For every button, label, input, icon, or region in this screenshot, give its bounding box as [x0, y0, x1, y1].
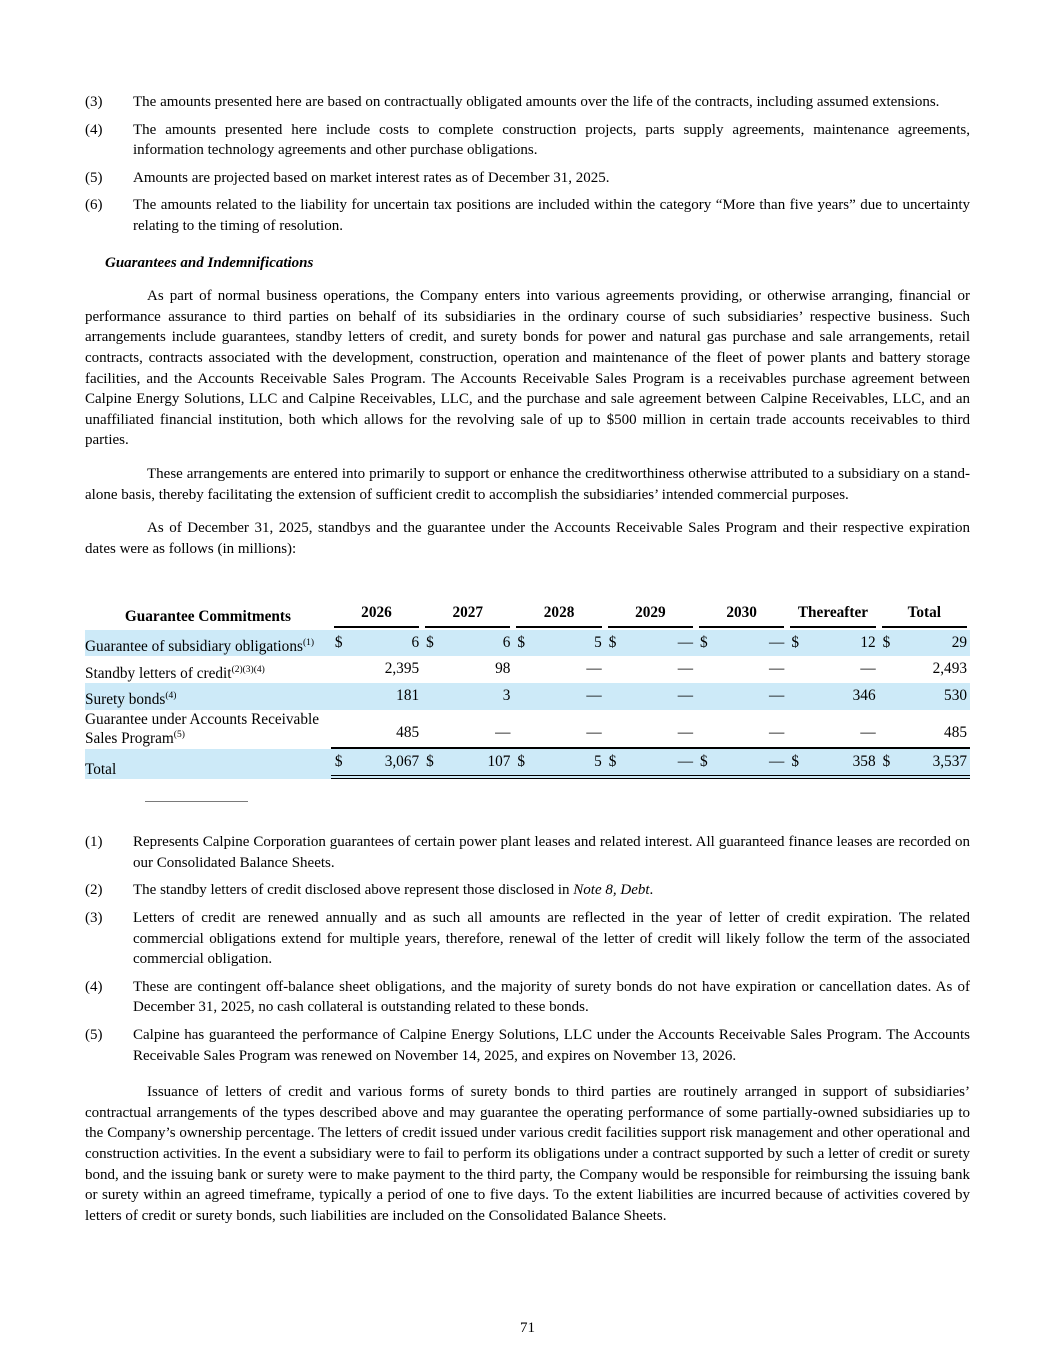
table-cell: 2,395: [384, 660, 420, 678]
footnote-text: These are contingent off-balance sheet obligations, and the majority of surety bonds do not have expiration or cancellation dates. As of December 31, 2025, no cash collateral is outstanding related to these bonds.: [133, 978, 970, 1016]
footnote-marker: (6): [85, 197, 103, 214]
table-cell: 3: [422, 683, 513, 710]
row-label: Surety bonds$^{(4)}$: [85, 683, 331, 710]
row-label: Guarantee under Accounts Receivable Sales Program$^{(5)}$: [85, 710, 320, 748]
footnote: [85, 977, 970, 1018]
footnote-text: The standby letters of credit disclosed above represent those disclosed in Note 8, Debt.: [133, 882, 654, 899]
column-header: 2029: [605, 603, 696, 630]
footnote: [85, 908, 970, 970]
table-cell: —: [605, 683, 696, 710]
table-cell: —: [422, 710, 513, 749]
table-cell: $ —: [605, 749, 696, 780]
footnote-divider-rule: [145, 801, 248, 802]
table-cell: $ 6: [331, 630, 422, 657]
table-cell: —: [787, 710, 878, 749]
footnote-text: The amounts presented here include costs to complete construction projects, parts supply agreements, maintenance agreements, information technology agreements and other purchase obligations.: [133, 121, 970, 159]
table-cell: $ 6: [422, 630, 513, 657]
table-row: [85, 630, 970, 657]
footnote: [85, 120, 970, 161]
page-number: 71: [520, 1320, 535, 1337]
guarantee-commitments-table: [85, 603, 970, 779]
footnote: [85, 832, 970, 873]
table-row: [85, 710, 970, 749]
table-cell: $ 12: [787, 630, 878, 657]
table-cell: —: [605, 710, 696, 749]
section-heading: Guarantees and Indemnifications: [105, 254, 314, 271]
table-row: [85, 656, 970, 683]
footnote-text: Calpine has guaranteed the performance of Calpine Energy Solutions, LLC under the Accounts Receivable Sales Program. The Accounts Receivable Sales Program was renewed on November 14, 2025, and expires on November 13, 2026.: [133, 1027, 970, 1064]
table-label-header: Guarantee Commitments: [124, 608, 291, 626]
table-cell: $ 358: [787, 749, 878, 780]
table-cell: —: [696, 710, 787, 749]
paragraph-3: As of December 31, 2025, standbys and the guarantee under the Accounts Receivable Sales Program and their respective expiration dates were as follows (in millions):: [85, 520, 970, 557]
table-cell: 485: [331, 710, 422, 749]
footnote: [85, 92, 970, 113]
table-cell: —: [513, 710, 604, 749]
table-cell: 346: [787, 683, 878, 710]
footnote: [85, 880, 970, 901]
table-cell: $ 107: [422, 749, 513, 780]
row-label: Guarantee of subsidiary obligations$^{(1)}$: [85, 630, 331, 657]
column-header: 2027: [422, 603, 513, 630]
footnote-text: The amounts presented here are based on contractually obligated amounts over the life of the contracts, including assumed extensions.: [133, 94, 940, 110]
table-cell: —: [860, 660, 876, 678]
paragraph-2: These arrangements are entered into primarily to support or enhance the creditworthiness otherwise attributed to a subsidiary on a stand-alone basis, thereby facilitating the extension of sufficient credit to accomplish the subsidiaries’ intended commercial purposes.: [85, 465, 970, 503]
footnote-text: Letters of credit are renewed annually and as such all amounts are reflected in the year of letter of credit expiration. The related commercial obligations extend for multiple years, therefore, renewal of the letter of credit will likely follow the term of the associated commercial obligation.: [133, 910, 970, 968]
table-cell: —: [769, 660, 785, 678]
footnote-marker: (2): [85, 882, 103, 899]
footnote: [85, 1025, 970, 1066]
row-label: Standby letters of credit$^{(2)(3)(4)}$: [85, 664, 265, 682]
table-cell: —: [513, 683, 604, 710]
footnote-marker: (1): [85, 834, 103, 851]
table-cell: —: [677, 660, 694, 678]
footnote-text: Represents Calpine Corporation guarantees of certain power plant leases and related interest. All guaranteed finance leases are recorded on our Consolidated Balance Sheets.: [133, 834, 970, 871]
footnote-marker: (3): [85, 94, 103, 110]
column-header: 2028: [513, 603, 604, 630]
column-header: Total: [879, 603, 970, 630]
closing-paragraph: Issuance of letters of credit and various forms of surety bonds to third parties are routinely arranged in support of subsidiaries’ contractual arrangements of the types described above and may guarantee the operating performance of some partially-owned subsidiaries up to the Company’s ownership percentage. The letters of credit issued under various credit facilities support risk management and other operational and construction activities. In the event a subsidiary were to fail to perform its obligations under a contract supported by such a letter of credit or surety bond, and the issuing bank or surety were to make payment to the third party, the Company would be responsible for reimbursing the issuing bank or surety within an agreed timeframe, typically a period of one to five days. To the extent liabilities are incurred because of activities covered by letters of credit or surety bonds, such liabilities are included on the Consolidated Balance Sheets.: [85, 1084, 970, 1224]
table-cell: —: [586, 660, 602, 678]
table-cell: 181: [331, 683, 422, 710]
table-row: [85, 683, 970, 710]
column-header: 2030: [696, 603, 787, 630]
footnote-text: Amounts are projected based on market interest rates as of December 31, 2025.: [133, 169, 610, 186]
table-cell: $ 5: [513, 630, 604, 657]
top-footnote-list: [85, 92, 970, 237]
table-cell: 485: [879, 710, 970, 749]
footnote-marker: (3): [85, 910, 103, 927]
paragraph-1: As part of normal business operations, the Company enters into various agreements providing, or otherwise arranging, financial or performance assurance to third parties on behalf of its subsidiaries in the ordinary course of such subsidiaries’ respective business. Such arrangements include guarantees, standby letters of credit, and surety bonds for power and natural gas purchase and sale arrangements, retail contracts, contracts associated with the development, construction, operation and maintenance of the fleet of power plants and battery storage facilities, and the Accounts Receivable Sales Program. The Accounts Receivable Sales Program is a receivables purchase agreement between Calpine Energy Solutions, LLC and Calpine Receivables, LLC, and the purchase and sale agreement between Calpine Receivables, LLC, and an unaffiliated financial institution, both which allows for the revolving sale of up to $500 million in certain trade accounts receivables to third parties.: [85, 288, 970, 449]
table-cell: $ 29: [879, 630, 970, 657]
table-cell: $ —: [696, 630, 787, 657]
footnote-marker: (5): [85, 1027, 103, 1043]
table-cell: $ —: [696, 749, 787, 780]
table-cell: 2,493: [932, 660, 967, 678]
table-cell: $ 3,067: [331, 749, 422, 780]
bottom-footnote-list: [85, 832, 970, 1066]
footnote: [85, 195, 970, 236]
table-cell: $ 3,537: [879, 749, 970, 780]
table-cell: 530: [879, 683, 970, 710]
column-header: Thereafter: [787, 603, 878, 630]
footnote-marker: (5): [85, 169, 103, 186]
footnote: [85, 168, 970, 189]
footnote-marker: (4): [85, 978, 103, 995]
footnote-marker: (4): [85, 121, 103, 138]
table-header-row: [85, 603, 970, 630]
table-cell: 98: [495, 660, 511, 678]
table-cell: $ —: [605, 630, 696, 657]
column-header: 2026: [331, 603, 422, 630]
row-label: Total: [85, 749, 331, 780]
table-row: [85, 749, 970, 780]
footnote-text: The amounts related to the liability for uncertain tax positions are included within the category “More than five years” due to uncertainty relating to the timing of resolution.: [133, 197, 970, 234]
table-cell: —: [696, 683, 787, 710]
guarantee-commitments-table-wrapper: [85, 603, 970, 779]
table-cell: $ 5: [513, 749, 604, 780]
